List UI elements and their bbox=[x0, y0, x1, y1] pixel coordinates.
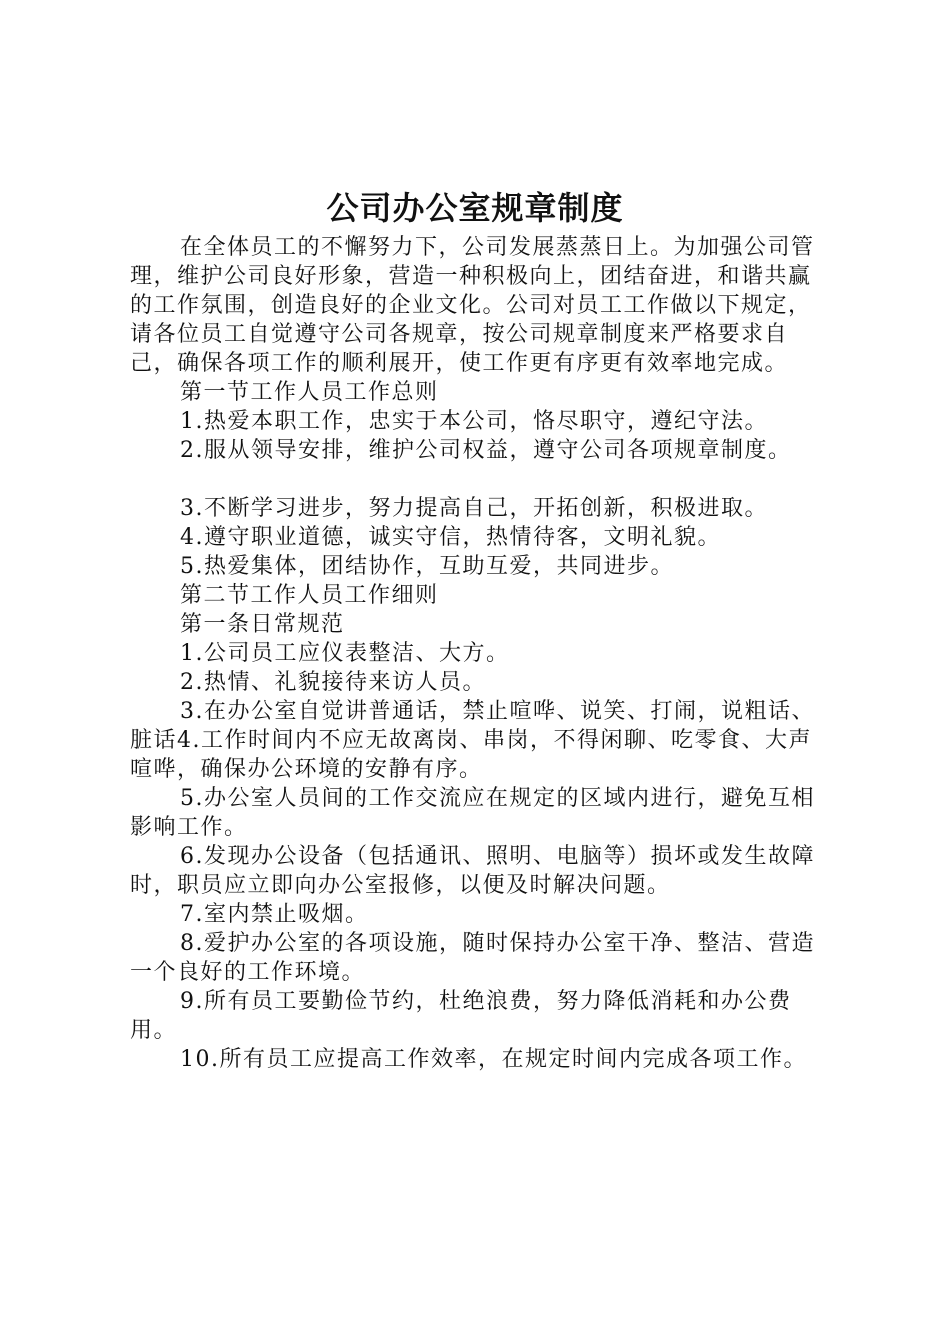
section-heading-general: 第一节工作人员工作总则 bbox=[180, 380, 439, 405]
document-body bbox=[130, 233, 832, 1074]
list-item: 4.遵守职业道德，诚实守信，热情待客，文明礼貌。 bbox=[180, 525, 721, 550]
list-item: 7.室内禁止吸烟。 bbox=[180, 902, 369, 927]
list-item: 6.发现办公设备（包括通讯、照明、电脑等）损坏或发生故障时，职员应立即向办公室报修，以便及时解决问题。 bbox=[130, 844, 815, 898]
list-item: 10.所有员工应提高工作效率，在规定时间内完成各项工作。 bbox=[180, 1047, 807, 1072]
list-item: 1.热爱本职工作，忠实于本公司，恪尽职守，遵纪守法。 bbox=[180, 409, 768, 434]
list-item: 1.公司员工应仪表整洁、大方。 bbox=[180, 641, 510, 666]
list-item: 5.办公室人员间的工作交流应在规定的区域内进行，避免互相影响工作。 bbox=[130, 786, 815, 840]
list-item: 8.爱护办公室的各项设施，随时保持办公室干净、整洁、营造一个良好的工作环境。 bbox=[130, 931, 815, 985]
article-heading: 第一条日常规范 bbox=[180, 612, 345, 637]
list-item: 2.服从领导安排，维护公司权益，遵守公司各项规章制度。 bbox=[180, 438, 792, 463]
list-item: 3.不断学习进步，努力提高自己，开拓创新，积极进取。 bbox=[180, 496, 768, 521]
document-title: 公司办公室规章制度 bbox=[326, 189, 624, 227]
list-item: 3.在办公室自觉讲普通话，禁止喧哗、说笑、打闹，说粗话、脏话4.工作时间内不应无故离岗、串岗，不得闲聊、吃零食、大声喧哗，确保办公环境的安静有序。 bbox=[130, 699, 815, 782]
section-heading-details: 第二节工作人员工作细则 bbox=[180, 583, 439, 608]
list-item: 2.热情、礼貌接待来访人员。 bbox=[180, 670, 486, 695]
blank-line bbox=[130, 465, 832, 494]
intro-paragraph: 在全体员工的不懈努力下，公司发展蒸蒸日上。为加强公司管理，维护公司良好形象，营造一种积极向上，团结奋进，和谐共赢的工作氛围，创造良好的企业文化。公司对员工工作做以下规定，请各位员工自觉遵守公司各规章，按公司规章制度来严格要求自己，确保各项工作的顺利展开，使工作更有序更有效率地完成。 bbox=[130, 235, 815, 376]
list-item: 5.热爱集体，团结协作，互助互爱，共同进步。 bbox=[180, 554, 674, 579]
list-item: 9.所有员工要勤俭节约，杜绝浪费，努力降低消耗和办公费用。 bbox=[130, 989, 792, 1043]
